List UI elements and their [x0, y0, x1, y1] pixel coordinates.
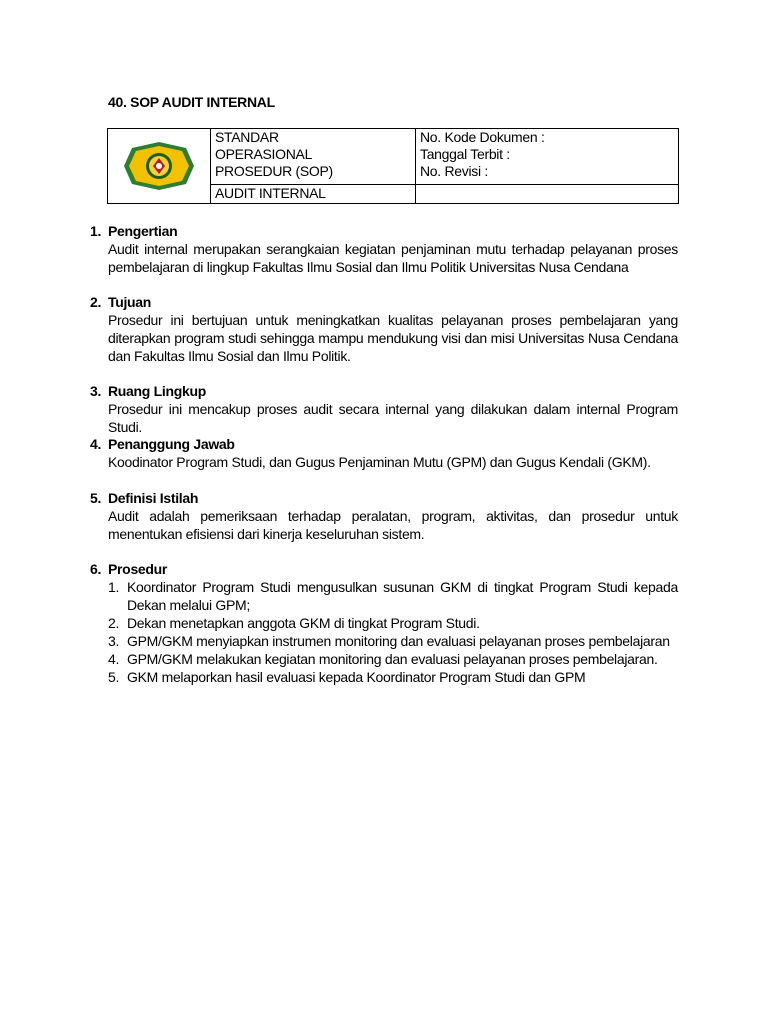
section-heading [90, 382, 678, 400]
section-number: 5. [90, 490, 102, 506]
section-body: Prosedur ini bertujuan untuk meningkatkan kualitas pelayanan proses pembelajaran yang diterapkan program studi sehingga mampu mendukung visi dan misi Universitas Nusa Cendana dan Fakultas Ilmu Sosial dan Ilmu Politik. [108, 312, 678, 364]
section-title: Prosedur [108, 561, 168, 577]
step-text: Koordinator Program Studi mengusulkan susunan GKM di tingkat Program Studi kepada Dekan melalui GPM; [127, 579, 678, 613]
section-prosedur [90, 560, 678, 686]
section-title: Pengertian [108, 223, 178, 239]
list-item [108, 614, 678, 632]
procedure-name: AUDIT INTERNAL [215, 184, 326, 201]
step-text: Dekan menetapkan anggota GKM di tingkat Program Studi. [127, 615, 480, 631]
procedure-steps-list [108, 578, 678, 686]
section-heading [90, 222, 678, 240]
section-pengertian [90, 222, 678, 276]
section-body: Audit internal merupakan serangkaian kegiatan penjaminan mutu terhadap pelayanan proses pembelajaran di lingkup Fakultas Ilmu Sosial dan Ilmu Politik Universitas Nusa Cendana [108, 241, 678, 275]
section-title: Ruang Lingkup [108, 383, 206, 399]
document-code-label: No. Kode Dokumen : [420, 129, 545, 145]
step-number: 4. [108, 651, 120, 667]
step-text: GPM/GKM melakukan kegiatan monitoring dan evaluasi pelayanan proses pembelajaran. [127, 651, 658, 667]
section-number: 6. [90, 561, 102, 577]
university-shield-logo-icon [112, 140, 206, 192]
section-ruang-lingkup [90, 382, 678, 436]
step-text: GKM melaporkan hasil evaluasi kepada Koordinator Program Studi dan GPM [127, 669, 586, 685]
section-title: Penanggung Jawab [108, 436, 235, 452]
revision-label: No. Revisi : [420, 163, 488, 179]
section-definisi-istilah [90, 489, 678, 543]
step-number: 2. [108, 615, 120, 631]
section-number: 4. [90, 436, 102, 452]
section-penanggung-jawab [90, 435, 678, 471]
list-item [108, 668, 678, 686]
procedure-name-cell [211, 184, 416, 203]
list-item [108, 578, 678, 614]
section-title: Tujuan [108, 294, 152, 310]
sop-label: STANDAR OPERASIONAL PROSEDUR (SOP) [215, 129, 333, 179]
step-number: 5. [108, 669, 120, 685]
section-body: Koodinator Program Studi, dan Gugus Penjaminan Mutu (GPM) dan Gugus Kendali (GKM). [108, 454, 651, 470]
section-number: 3. [90, 383, 102, 399]
section-tujuan [90, 293, 678, 365]
step-number: 1. [108, 579, 120, 595]
section-heading [90, 435, 678, 453]
section-heading [90, 489, 678, 507]
document-title: 40. SOP AUDIT INTERNAL [108, 94, 275, 110]
section-number: 2. [90, 294, 102, 310]
section-body: Audit adalah pemeriksaan terhadap peralatan, program, aktivitas, dan prosedur untuk menentukan efisiensi dari kinerja keseluruhan sistem. [108, 508, 678, 542]
empty-meta-cell [416, 184, 679, 203]
section-heading [90, 293, 678, 311]
section-heading [90, 560, 678, 578]
list-item [108, 650, 678, 668]
issue-date-label: Tanggal Terbit : [420, 146, 510, 162]
list-item [108, 632, 678, 650]
section-number: 1. [90, 223, 102, 239]
section-body: Prosedur ini mencakup proses audit secara internal yang dilakukan dalam internal Program Studi. [108, 401, 678, 435]
step-text: GPM/GKM menyiapkan instrumen monitoring dan evaluasi pelayanan proses pembelajaran [127, 633, 670, 649]
document-meta-cell [416, 129, 679, 185]
logo-cell [108, 129, 211, 204]
sop-header-table [107, 128, 679, 204]
step-number: 3. [108, 633, 120, 649]
section-title: Definisi Istilah [108, 490, 199, 506]
sop-label-cell [211, 129, 416, 185]
